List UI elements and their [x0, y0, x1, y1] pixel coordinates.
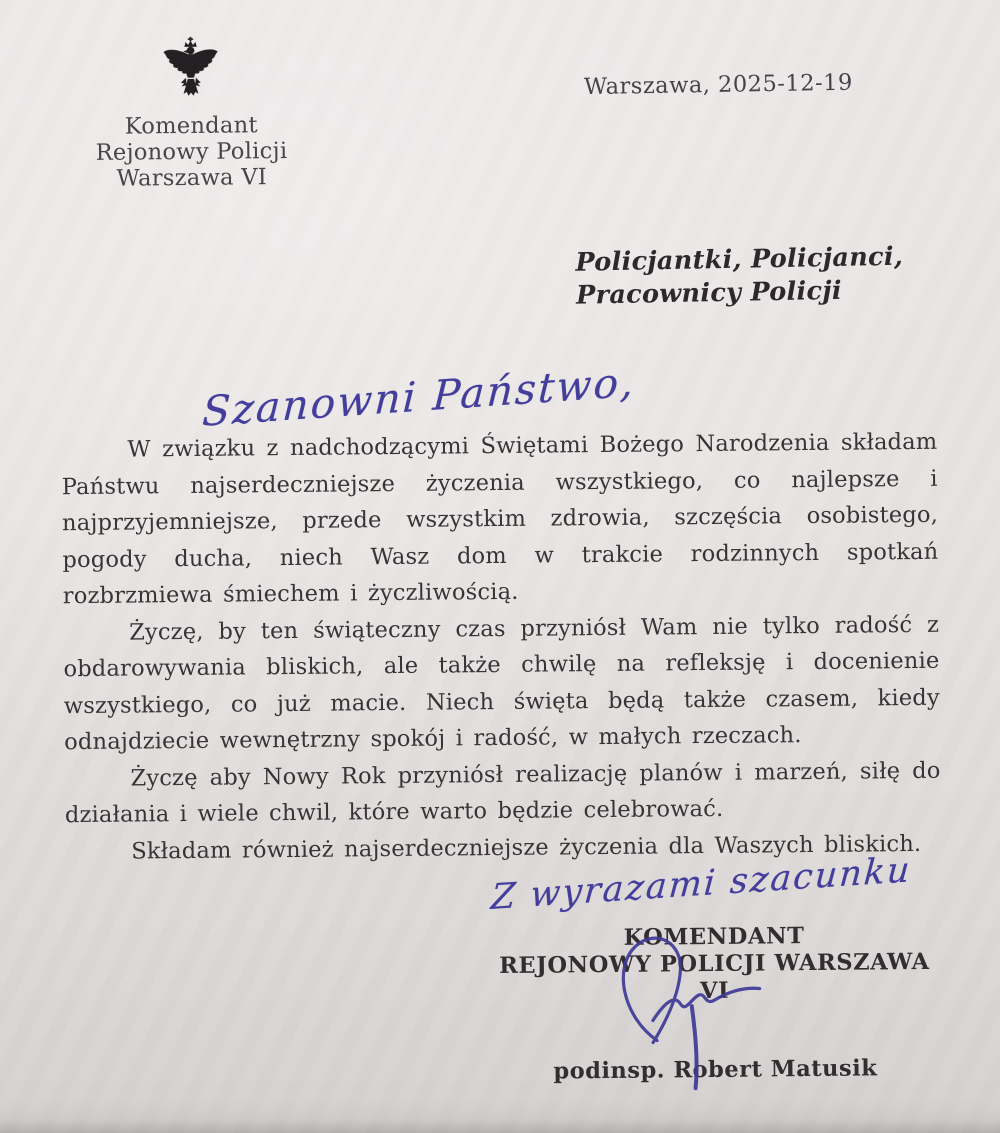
letterhead-line-3: Warszawa VI [116, 164, 268, 192]
polish-eagle-icon [159, 37, 222, 106]
addressee-line-2: Pracownicy Policji [575, 275, 843, 311]
body-paragraph-1: W związku z nadchodzącymi Świętami Bożego Narodzenia składam Państwu najserdeczniejsze życzenia wszystkiego, co najlepsze i najprzyjemniejsze, przede wszystkim zdrowia, szczęścia osobistego, pogody ducha, niech Wasz dom w trakcie rodzinnych spotkań rozbrzmiewa śmiechem i życzliwością. [61, 428, 939, 610]
date-line: Warszawa, 2025-12-19 [583, 69, 854, 101]
handwritten-closing: Z wyrazami szacunku [489, 850, 913, 919]
letterhead-line-1: Komendant [124, 112, 258, 140]
letterhead-line-2: Rejonowy Policji [95, 138, 288, 166]
signature-block [484, 922, 946, 1085]
body-paragraph-2: Życzę, by ten świąteczny czas przyniósł Wam nie tylko radość z obdarowywania bliskich, ale także chwilę na refleksję i docenienie wszystkiego, co już macie. Niech święta będą także czasem, kiedy odnajdziecie wewnętrzny spokój i radość, w małych rzeczach. [63, 611, 940, 756]
signer-name: podinsp. Robert Matusik [553, 1055, 878, 1085]
body-paragraph-4: Składam również najserdeczniejsze życzenia dla Waszych bliskich. [131, 830, 922, 865]
addressee-block [575, 241, 904, 313]
letter-body [61, 424, 941, 870]
letterhead [65, 36, 316, 192]
body-paragraph-3: Życzę aby Nowy Rok przyniósł realizację planów i marzeń, siłę do działania i wiele chwil, które warto będzie celebrować. [64, 757, 941, 829]
signer-title-line-1: KOMENDANT [623, 923, 805, 951]
signer-title-line-2: REJONOWY POLICJI WARSZAWA VI [499, 948, 930, 1005]
addressee-line-1: Policjantki, Policjanci, [575, 241, 904, 278]
handwritten-salutation: Szanowni Państwo, [201, 357, 637, 436]
